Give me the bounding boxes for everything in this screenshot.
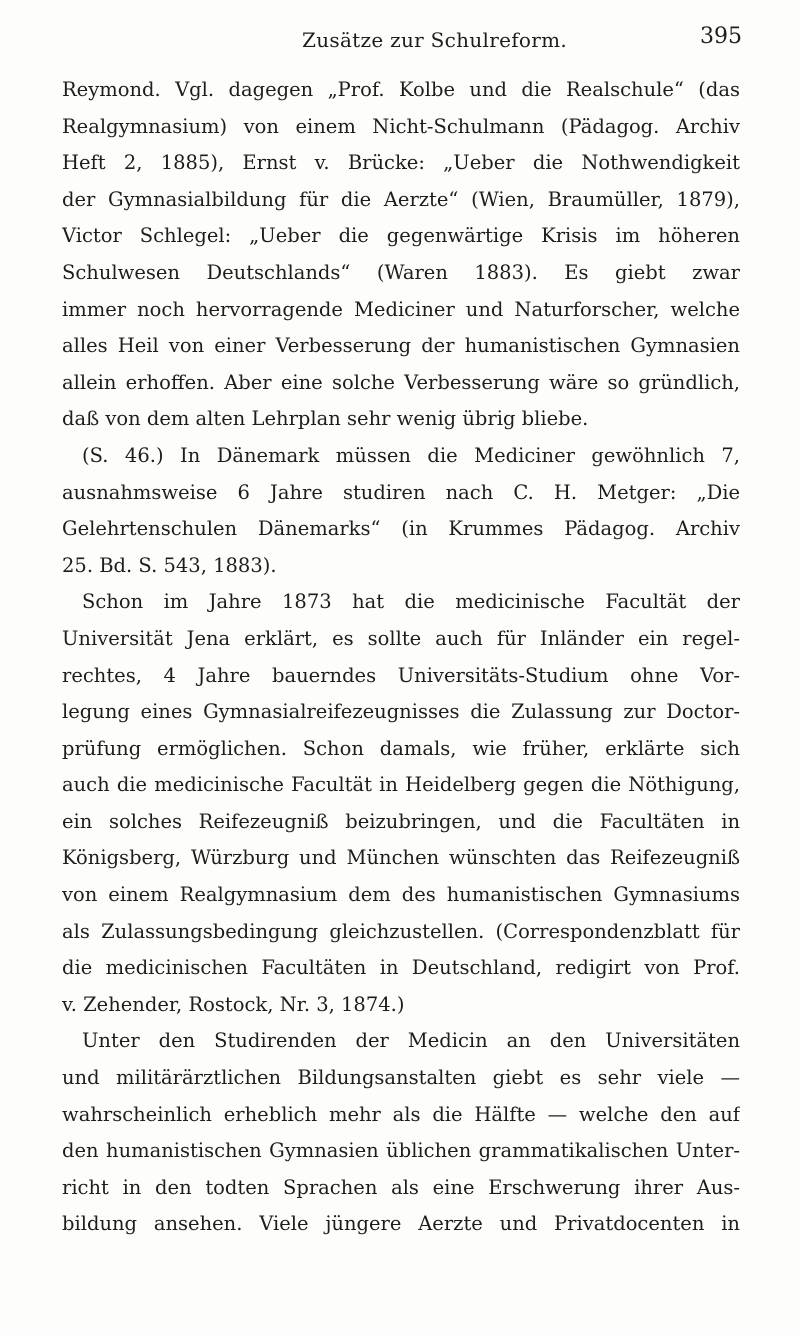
text-line: allein erhoffen. Aber eine solche Verbesserung wäre so gründlich, (62, 370, 740, 394)
page-number: 395 (700, 24, 742, 49)
text-line: Schulwesen Deutschlands“ (Waren 1883). Es giebt zwar (62, 260, 740, 284)
text-line: den humanistischen Gymnasien üblichen grammatikalischen Unter- (62, 1139, 740, 1163)
text-line: ein solches Reifezeugniß beizubringen, und die Facultäten in (62, 809, 740, 833)
text-line: Unter den Studirenden der Medicin an den Universitäten (82, 1029, 740, 1053)
text-line: alles Heil von einer Verbesserung der humanistischen Gymnasien (62, 334, 740, 358)
text-line: prüfung ermöglichen. Schon damals, wie früher, erklärte sich (62, 736, 740, 760)
text-line: auch die medicinische Facultät in Heidelberg gegen die Nöthigung, (62, 773, 740, 797)
text-line: wahrscheinlich erheblich mehr als die Hälfte — welche den auf (62, 1102, 740, 1126)
text-line: (S. 46.) In Dänemark müssen die Mediciner gewöhnlich 7, (82, 443, 740, 467)
text-line: ausnahmsweise 6 Jahre studiren nach C. H. Metger: „Die (62, 480, 740, 504)
text-line: die medicinischen Facultäten in Deutschland, redigirt von Prof. (62, 956, 740, 980)
text-line: Realgymnasium) von einem Nicht-Schulmann (Pädagog. Archiv (62, 114, 740, 138)
running-title: Zusätze zur Schulreform. (302, 28, 568, 52)
text-line: Victor Schlegel: „Ueber die gegenwärtige Krisis im höheren (62, 224, 740, 248)
text-line: Gelehrtenschulen Dänemarks“ (in Krummes Pädagog. Archiv (62, 517, 740, 541)
text-line: und militärärztlichen Bildungsanstalten giebt es sehr viele — (62, 1066, 740, 1090)
text-line: Heft 2, 1885), Ernst v. Brücke: „Ueber die Nothwendigkeit (62, 151, 740, 175)
text-line: Universität Jena erklärt, es sollte auch für Inländer ein regel- (62, 626, 740, 650)
text-line: v. Zehender, Rostock, Nr. 3, 1874.) (62, 992, 405, 1016)
text-line: immer noch hervorragende Mediciner und Naturforscher, welche (62, 297, 740, 321)
page-header (62, 22, 742, 62)
text-line: Schon im Jahre 1873 hat die medicinische Facultät der (82, 590, 740, 614)
body-text (62, 72, 740, 1243)
text-line: richt in den todten Sprachen als eine Erschwerung ihrer Aus- (62, 1175, 740, 1199)
text-line: daß von dem alten Lehrplan sehr wenig übrig bliebe. (62, 407, 589, 431)
text-line: bildung ansehen. Viele jüngere Aerzte und Privatdocenten in (62, 1212, 740, 1236)
text-line: als Zulassungsbedingung gleichzustellen. (Correspondenzblatt für (62, 919, 740, 943)
text-line: von einem Realgymnasium dem des humanistischen Gymnasiums (62, 883, 740, 907)
text-line: Reymond. Vgl. dagegen „Prof. Kolbe und die Realschule“ (das (62, 78, 740, 101)
text-line: rechtes, 4 Jahre bauerndes Universitäts-Studium ohne Vor- (62, 663, 740, 687)
text-line: der Gymnasialbildung für die Aerzte“ (Wien, Braumüller, 1879), (62, 187, 740, 211)
text-line: Königsberg, Würzburg und München wünschten das Reifezeugniß (62, 846, 740, 870)
text-line: legung eines Gymnasialreifezeugnisses die Zulassung zur Doctor- (62, 700, 740, 724)
text-line: 25. Bd. S. 543, 1883). (62, 553, 277, 577)
